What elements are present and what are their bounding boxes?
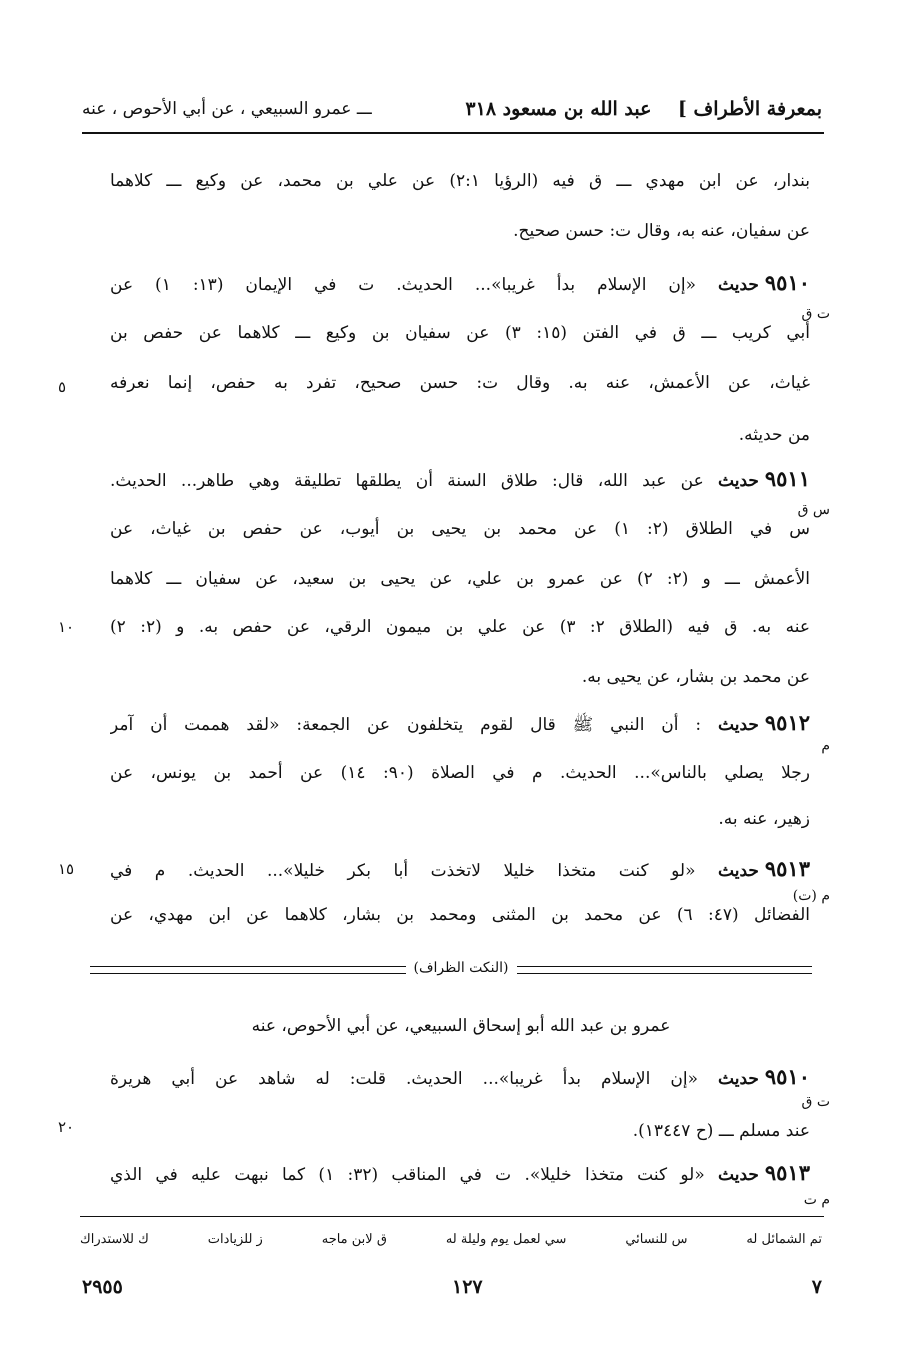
hadith-label: حديث bbox=[718, 715, 759, 735]
line-text: عند مسلم ـــ (ح ١٣٤٤٧). bbox=[632, 1121, 810, 1141]
entry-line bbox=[110, 710, 810, 738]
entry-number: ٩٥١٣ bbox=[764, 856, 810, 881]
abbreviation-item: ك للاستدراك bbox=[80, 1232, 149, 1247]
line-text: أبي كريب ـــ ق في الفتن (١٥: ٣) عن سفيان بن وكيع ـــ كلاهما عن حفص بن bbox=[110, 323, 810, 343]
entry-number: ٩٥١١ bbox=[764, 466, 810, 491]
entry-line bbox=[110, 1160, 810, 1188]
hadith-label: حديث bbox=[718, 1165, 759, 1185]
page-footer bbox=[82, 1276, 822, 1298]
line-number: ٢٠ bbox=[58, 1118, 75, 1136]
section-title-text: (النكت الظراف) bbox=[406, 960, 517, 976]
siglum: م (ت) bbox=[792, 888, 830, 904]
text-line bbox=[110, 422, 810, 450]
text-line bbox=[110, 516, 810, 544]
text-line bbox=[110, 370, 810, 398]
entry-line bbox=[110, 270, 810, 298]
line-text: عن عبد الله، قال: طلاق السنة أن يطلقها تطليقة وهي طاهر... الحديث. bbox=[110, 471, 704, 491]
siglum: م ت bbox=[803, 1192, 830, 1208]
line-text: : أن النبي ﷺ قال لقوم يتخلفون عن الجمعة: «لقد هممت أن آمر bbox=[110, 715, 702, 735]
line-text: عنه به. ق فيه (الطلاق ٢: ٣) عن علي بن ميمون الرقي، عن حفص به. و (٢: ٢) bbox=[110, 617, 810, 637]
header-title bbox=[465, 98, 822, 120]
line-text: س في الطلاق (٢: ١) عن محمد بن يحيى بن أيوب، عن حفص بن غياث، عن bbox=[110, 519, 810, 539]
text-line bbox=[110, 806, 810, 834]
line-text: «إن الإسلام بدأ غريبا»... الحديث. ت في الإيمان (١٣: ١) عن bbox=[110, 275, 697, 295]
entry-number: ٩٥١٠ bbox=[764, 270, 810, 295]
footer-running-number: ٢٩٥٥ bbox=[82, 1276, 123, 1298]
footer-volume-number: ٧ bbox=[811, 1276, 822, 1298]
header-book-title: بمعرفة الأطراف ] bbox=[677, 98, 822, 120]
line-text: عن محمد بن بشار، عن يحيى به. bbox=[581, 667, 810, 687]
abbreviation-item: س للنسائي bbox=[625, 1232, 688, 1247]
line-number: ١٥ bbox=[58, 860, 75, 878]
header-rule bbox=[82, 132, 824, 134]
text-line bbox=[110, 664, 810, 692]
line-text: «لو كنت متخذا خليلا لاتخذت أبا بكر خليلا»... الحديث. م في bbox=[110, 861, 696, 881]
hadith-label: حديث bbox=[718, 861, 759, 881]
line-text: رجلا يصلي بالناس»... الحديث. م في الصلاة (٩٠: ١٤) عن أحمد بن يونس، عن bbox=[110, 763, 810, 783]
entry-line bbox=[110, 856, 810, 884]
entry-number: ٩٥١٣ bbox=[764, 1160, 810, 1185]
text-line bbox=[110, 218, 810, 246]
line-number: ٥ bbox=[58, 378, 67, 396]
text-line bbox=[110, 320, 810, 348]
entry-line bbox=[110, 1064, 810, 1092]
abbreviation-item: ز للزيادات bbox=[207, 1232, 263, 1247]
running-header bbox=[82, 92, 822, 126]
line-number: ١٠ bbox=[58, 618, 75, 636]
text-line bbox=[110, 614, 810, 642]
header-subchapter: ـــ عمرو السبيعي ، عن أبي الأحوص ، عنه bbox=[82, 99, 372, 119]
hadith-label: حديث bbox=[718, 471, 759, 491]
entry-number: ٩٥١٢ bbox=[764, 710, 810, 735]
hadith-label: حديث bbox=[718, 1069, 759, 1089]
text-line bbox=[110, 168, 810, 196]
siglum: س ق bbox=[797, 502, 830, 518]
text-line bbox=[110, 760, 810, 788]
text-line bbox=[110, 566, 810, 594]
siglum: ت ق bbox=[801, 306, 830, 322]
siglum: ت ق bbox=[801, 1094, 830, 1110]
line-text: «إن الإسلام بدأ غريبا»... الحديث. قلت: له شاهد عن أبي هريرة bbox=[110, 1069, 698, 1089]
page-number: ١٢٧ bbox=[452, 1276, 483, 1298]
header-chapter: عبد الله بن مسعود ٣١٨ bbox=[465, 98, 652, 120]
hadith-label: حديث bbox=[718, 275, 759, 295]
line-text: الفضائل (٤٧: ٦) عن محمد بن المثنى ومحمد بن بشار، كلاهما عن ابن مهدي، عن bbox=[110, 905, 810, 925]
line-text: «لو كنت متخذا خليلا». ت في المناقب (٣٢: ١) كما نبهت عليه في الذي bbox=[110, 1165, 705, 1185]
footnote-rule bbox=[80, 1216, 824, 1217]
section-title bbox=[0, 960, 922, 976]
notes-subheading: عمرو بن عبد الله أبو إسحاق السبيعي، عن أبي الأحوص، عنه bbox=[251, 1016, 671, 1036]
line-text: بندار، عن ابن مهدي ـــ ق فيه (الرؤيا ٢:١) عن علي بن محمد، عن وكيع ـــ كلاهما bbox=[110, 171, 810, 191]
entry-line bbox=[110, 466, 810, 494]
line-text: من حديثه. bbox=[738, 425, 810, 445]
abbreviation-item: سي لعمل يوم وليلة له bbox=[445, 1232, 567, 1247]
line-text: الأعمش ـــ و (٢: ٢) عن عمرو بن علي، عن يحيى بن سعيد، عن سفيان ـــ كلاهما bbox=[110, 569, 810, 589]
abbreviation-item: تم الشمائل له bbox=[746, 1232, 822, 1247]
abbreviation-key bbox=[80, 1232, 822, 1247]
abbreviation-item: ق لابن ماجه bbox=[321, 1232, 387, 1247]
line-text: غياث، عن الأعمش، عنه به. وقال ت: حسن صحيح، تفرد به حفص، إنما نعرفه bbox=[110, 373, 810, 393]
text-line bbox=[210, 1118, 810, 1146]
entry-number: ٩٥١٠ bbox=[764, 1064, 810, 1089]
siglum: م bbox=[821, 738, 830, 754]
line-text: عن سفيان، عنه به، وقال ت: حسن صحيح. bbox=[513, 221, 810, 241]
line-text: زهير، عنه به. bbox=[718, 809, 810, 829]
text-line bbox=[110, 902, 810, 930]
